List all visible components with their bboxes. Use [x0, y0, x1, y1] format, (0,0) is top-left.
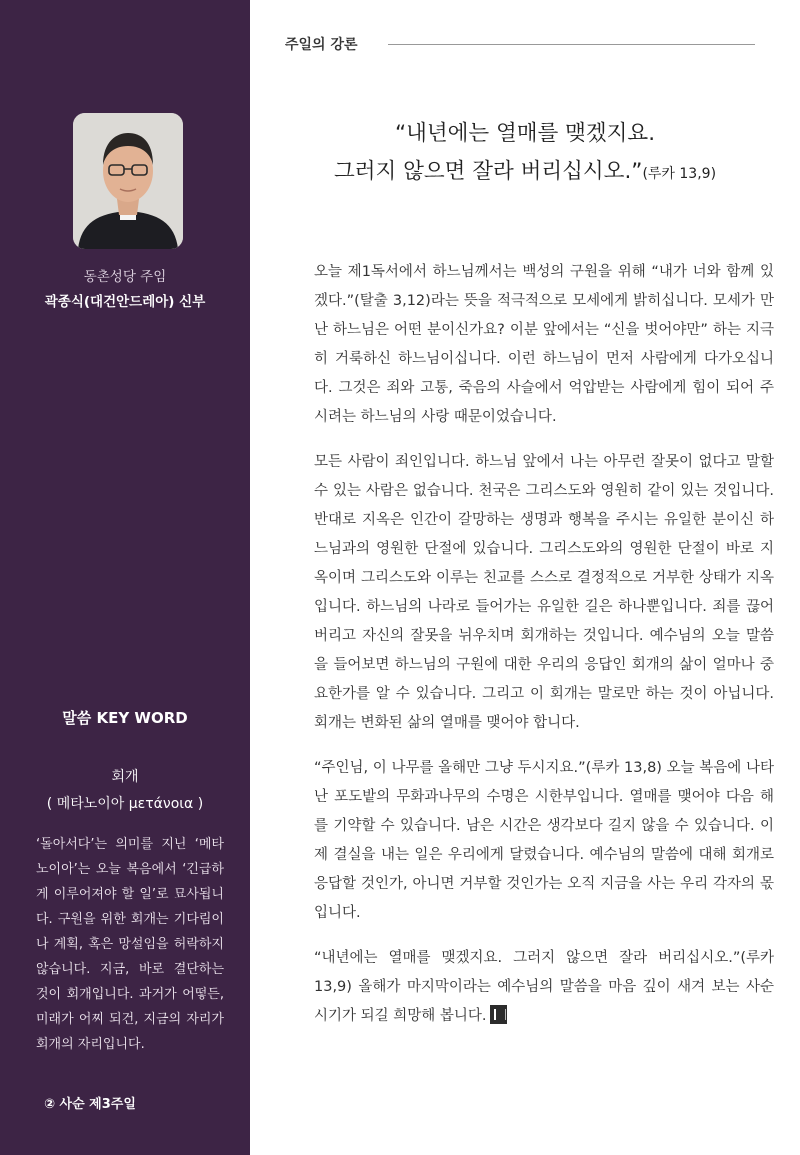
- author-portrait: [73, 113, 183, 249]
- paragraph-3: “주인님, 이 나무를 올해만 그냥 두시지요.”(루카 13,8) 오늘 복음에 나타난 포도밭의 무화과나무의 수명은 시한부입니다. 열매를 맺어야 다음 해를 기약할 수 있습니다. 남은 시간은 생각보다 길지 않을 수 있습니다. 이제 결실을 내는 일은 우리에게 달렸습니다. 예수님의 말씀에 대해 회개로 응답할 것인가, 아니면 거부할 것인가는 오직 지금을 사는 우리 각자의 몫입니다.: [314, 760, 774, 921]
- sidebar: [0, 0, 250, 1155]
- keyword-description: ‘돌아서다’는 의미를 지닌 ‘메타노이아’는 오늘 복음에서 ‘긴급하게 이루어져야 할 일’로 묘사됩니다. 구원을 위한 회개는 기다림이나 계획, 혹은 망설임을 허락하지 않습니다. 지금, 바로 결단하는 것이 회개입니다. 과거가 어떻든, 미래가 어찌 되건, 지금의 자리가 회개의 자리입니다.: [36, 837, 224, 1052]
- keyword-title: 말씀 KEY WORD: [62, 709, 188, 727]
- author-role: 동촌성당 주임: [83, 269, 167, 285]
- paragraph-4-text: “내년에는 열매를 맺겠지요. 그러지 않으면 잘라 버리십시오.”(루카 13,9) 올해가 마지막이라는 예수님의 말씀을 마음 깊이 새겨 보는 사순 시기가 되길 희망해 봅니다.: [314, 950, 774, 1024]
- paragraph-1: 오늘 제1독서에서 하느님께서는 백성의 구원을 위해 “내가 너와 함께 있겠다.”(탈출 3,12)라는 뜻을 적극적으로 모세에게 밝히십니다. 모세가 만난 하느님은 어떤 분이신가요? 이분 앞에서는 “신을 벗어야만” 하는 지극히 거룩하신 하느님이십니다. 이런 하느님이 먼저 사람에게 다가오십니다. 그것은 죄와 고통, 죽음의 사슬에서 억압받는 사람에게 힘이 되어 주시려는 하느님의 사랑 때문이었습니다.: [314, 264, 774, 425]
- section-divider: [388, 44, 755, 45]
- priest-photo: [73, 113, 183, 249]
- headline-line-2: [300, 153, 750, 193]
- homily-body: [314, 258, 774, 1047]
- liturgical-occasion: ② 사순 제3주일: [44, 1097, 136, 1112]
- keyword: 회개: [111, 769, 139, 785]
- headline-line-2-text: 그러지 않으면 잘라 버리십시오.”: [333, 159, 643, 184]
- author-name: 곽종식(대건안드레아) 신부: [44, 294, 206, 310]
- paragraph-4: [314, 944, 774, 1031]
- section-label: 주일의 강론: [285, 37, 358, 53]
- paragraph-2: 모든 사람이 죄인입니다. 하느님 앞에서 나는 아무런 잘못이 없다고 말할 수 있는 사람은 없습니다. 천국은 그리스도와 영원히 같이 있는 것입니다. 반대로 지옥은 인간이 갈망하는 생명과 행복을 주시는 유일한 분이신 하느님과의 영원한 단절에 있습니다. 그리스도와의 영원한 단절이 바로 지옥이며 그리스도와 이루는 친교를 스스로 결정적으로 거부한 상태가 지옥입니다. 하느님의 나라로 들어가는 유일한 길은 하나뿐입니다. 죄를 끊어버리고 자신의 잘못을 뉘우치며 회개하는 것입니다. 예수님의 오늘 말씀을 들어보면 하느님의 구원에 대한 우리의 응답인 회개의 삶이 얼마나 중요한가를 알 수 있습니다. 그리고 이 회개는 말로만 하는 것이 아닙니다. 회개는 변화된 삶의 열매를 맺어야 합니다.: [314, 454, 774, 731]
- headline-reference: (루카 13,9): [642, 166, 717, 182]
- headline-quote: [300, 115, 750, 193]
- headline-line-1: “내년에는 열매를 맺겠지요.: [394, 121, 656, 146]
- keyword-greek: ( 메타노이아 μετάνοια ): [46, 796, 204, 812]
- end-mark-icon: [490, 1005, 507, 1024]
